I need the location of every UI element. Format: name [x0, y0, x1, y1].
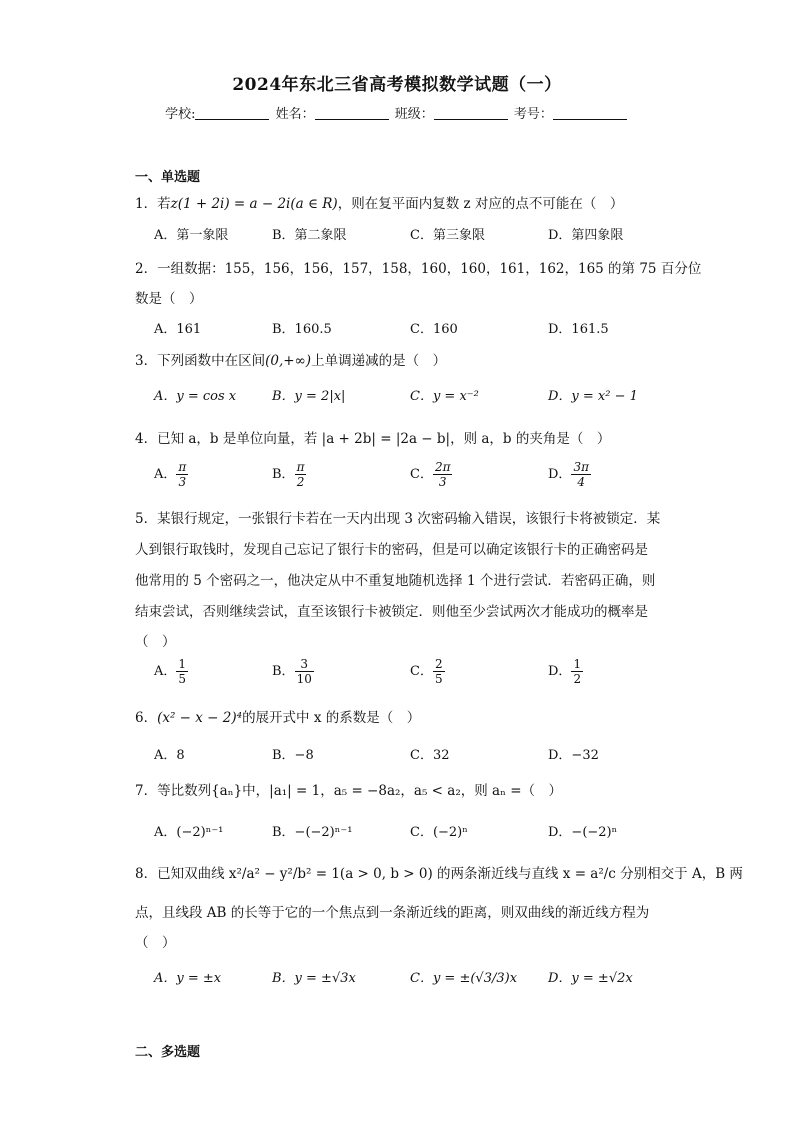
- q4-c-den: 3: [438, 475, 447, 489]
- question-2-stem-line2: 数是（ ）: [135, 291, 203, 307]
- q3-option-b[interactable]: B．y = 2|x|: [272, 389, 346, 404]
- exam-no-label: 考号：: [513, 107, 553, 122]
- name-label: 姓名：: [275, 107, 315, 122]
- question-6-stem: [135, 706, 665, 726]
- q1-stem-math: z(1 + 2i) = a − 2i(a ∈ R): [170, 196, 338, 212]
- page-title: 2024年东北三省高考模拟数学试题（一）: [232, 75, 562, 95]
- q3-stem-post: 上单调递减的是（ ）: [311, 353, 447, 369]
- question-5-options: [154, 657, 674, 697]
- section-heading-single-choice: 一、单选题: [135, 170, 201, 185]
- question-8-options: [154, 967, 674, 1007]
- q4-option-c-fraction: [433, 460, 453, 489]
- question-8-stem-line1: 8．已知双曲线 x²/a² − y²/b² = 1(a > 0, b > 0) 的两条渐近线与直线 x = a²/c 分别相交于 A，B 两: [135, 866, 743, 882]
- question-7-options: [154, 821, 674, 861]
- q6-option-d[interactable]: D．−32: [548, 748, 599, 763]
- q5-option-a-label: A．: [154, 664, 177, 679]
- q4-option-b[interactable]: [272, 460, 306, 489]
- q5-b-num: 3: [295, 657, 314, 672]
- class-blank[interactable]: [434, 105, 508, 120]
- q6-option-b[interactable]: B．−8: [272, 748, 314, 763]
- q2-option-b[interactable]: B．160.5: [272, 322, 332, 337]
- q4-option-c-label: C．: [410, 467, 433, 482]
- q8-option-b[interactable]: B．y = ±√3x: [272, 971, 356, 986]
- q7-option-c[interactable]: C．(−2)ⁿ: [410, 825, 468, 840]
- q8-option-a[interactable]: A．y = ±x: [154, 971, 222, 986]
- q1-option-a[interactable]: A．第一象限: [154, 228, 229, 243]
- q4-d-num: 3π: [573, 460, 589, 474]
- q5-option-a[interactable]: [154, 657, 188, 686]
- exam-no-blank[interactable]: [553, 105, 627, 120]
- q3-option-c[interactable]: C．y = x⁻²: [410, 389, 479, 404]
- school-label: 学校:: [165, 107, 196, 122]
- q5-option-d[interactable]: [548, 657, 583, 686]
- q8-option-c[interactable]: C．y = ±(√3/3)x: [410, 971, 518, 986]
- q4-option-d-fraction: [571, 460, 591, 489]
- q1-option-d[interactable]: D．第四象限: [548, 228, 624, 243]
- q4-option-b-fraction: [295, 460, 307, 489]
- question-1-stem: [135, 192, 665, 212]
- q7-option-d[interactable]: D．−(−2)ⁿ: [548, 825, 618, 840]
- q5-option-a-fraction: [176, 657, 188, 686]
- class-label: 班级：: [394, 107, 434, 122]
- q4-option-a-label: A．: [154, 467, 177, 482]
- question-4-options: [154, 460, 674, 500]
- q5-c-den: 5: [434, 672, 443, 686]
- q5-option-c-fraction: [433, 657, 445, 686]
- school-blank[interactable]: [195, 105, 269, 120]
- q6-option-a[interactable]: A．8: [154, 748, 185, 763]
- q8-option-d[interactable]: D．y = ±√2x: [548, 971, 633, 986]
- q2-option-a[interactable]: A．161: [154, 322, 202, 337]
- q5-option-b-fraction: [295, 657, 314, 686]
- question-7-stem: 7．等比数列{aₙ}中，|a₁| = 1，a₅ = −8a₂，a₅ < a₂，则 aₙ =（ ）: [135, 783, 563, 799]
- question-3-options: [154, 385, 674, 425]
- question-2-stem-line1: 2．一组数据：155，156，156，157，158，160，160，161，162，165 的第 75 百分位: [135, 261, 702, 277]
- question-5-stem-line1: 5．某银行规定，一张银行卡若在一天内出现 3 次密码输入错误，该银行卡将被锁定．某: [135, 511, 661, 527]
- question-5-stem-line5: （ ）: [135, 634, 176, 650]
- q4-option-d-label: D．: [548, 467, 572, 482]
- q6-stem-math: (x² − x − 2)⁴: [157, 710, 243, 726]
- q7-option-a[interactable]: A．(−2)ⁿ⁻¹: [154, 825, 224, 840]
- q4-option-b-label: B．: [272, 467, 295, 482]
- question-8-stem-line2: 点，且线段 AB 的长等于它的一个焦点到一条渐近线的距离，则双曲线的渐近线方程为: [135, 905, 650, 921]
- q5-option-b-label: B．: [272, 664, 295, 679]
- q2-option-d[interactable]: D．161.5: [548, 322, 609, 337]
- q5-option-c-label: C．: [410, 664, 433, 679]
- q4-option-a-fraction: [176, 460, 188, 489]
- question-5-stem-line2: 人到银行取钱时，发现自己忘记了银行卡的密码，但是可以确定该银行卡的正确密码是: [135, 542, 648, 558]
- question-5-stem-line3: 他常用的 5 个密码之一，他决定从中不重复地随机选择 1 个进行尝试．若密码正确，则: [135, 573, 656, 589]
- q4-b-den: 2: [296, 475, 305, 489]
- q5-option-c[interactable]: [410, 657, 445, 686]
- q4-d-den: 4: [577, 475, 586, 489]
- q4-a-num: π: [178, 460, 187, 474]
- q4-option-a[interactable]: [154, 460, 188, 489]
- q7-option-b[interactable]: B．−(−2)ⁿ⁻¹: [272, 825, 353, 840]
- q4-option-d[interactable]: [548, 460, 591, 489]
- q6-stem-post: 的展开式中 x 的系数是（ ）: [242, 710, 421, 726]
- question-4-stem: 4．已知 a，b 是单位向量，若 |a + 2b| = |2a − b|，则 a，b 的夹角是（ ）: [135, 431, 611, 447]
- question-3-stem: [135, 349, 665, 369]
- q4-c-num: 2π: [434, 460, 451, 474]
- q4-b-num: π: [296, 460, 305, 474]
- section-heading-multiple-choice: 二、多选题: [135, 1045, 201, 1060]
- q1-stem-post: ，则在复平面内复数 z 对应的点不可能在（ ）: [337, 196, 624, 212]
- q4-a-den: 3: [178, 475, 187, 489]
- q3-stem-math: (0,+∞): [265, 353, 312, 369]
- q1-stem-pre: 1．若: [135, 196, 171, 212]
- question-5-stem-line4: 结束尝试，否则继续尝试，直至该银行卡被锁定．则他至少尝试两次才能成功的概率是: [135, 604, 648, 620]
- q5-d-den: 2: [573, 672, 582, 686]
- q1-option-c[interactable]: C．第三象限: [410, 228, 485, 243]
- q3-option-a[interactable]: A．y = cos x: [154, 389, 237, 404]
- q3-option-d[interactable]: D．y = x² − 1: [548, 389, 638, 404]
- q6-option-c[interactable]: C．32: [410, 748, 450, 763]
- q4-option-c[interactable]: [410, 460, 452, 489]
- q6-stem-pre: 6．: [135, 710, 158, 726]
- q5-a-num: 1: [178, 657, 187, 671]
- question-6-options: [154, 744, 674, 784]
- q1-option-b[interactable]: B．第二象限: [272, 228, 347, 243]
- question-8-stem-line3: （ ）: [135, 935, 176, 951]
- q5-option-b[interactable]: [272, 657, 314, 686]
- name-blank[interactable]: [315, 105, 389, 120]
- q5-c-num: 2: [434, 657, 443, 671]
- q5-a-den: 5: [178, 672, 187, 686]
- q3-stem-pre: 3．下列函数中在区间: [135, 353, 266, 369]
- q5-b-den: 10: [296, 672, 312, 686]
- q2-option-c[interactable]: C．160: [410, 322, 458, 337]
- q5-d-num: 1: [573, 657, 582, 671]
- student-info-line: [0, 103, 794, 122]
- q5-option-d-fraction: [571, 657, 583, 686]
- q5-option-d-label: D．: [548, 664, 572, 679]
